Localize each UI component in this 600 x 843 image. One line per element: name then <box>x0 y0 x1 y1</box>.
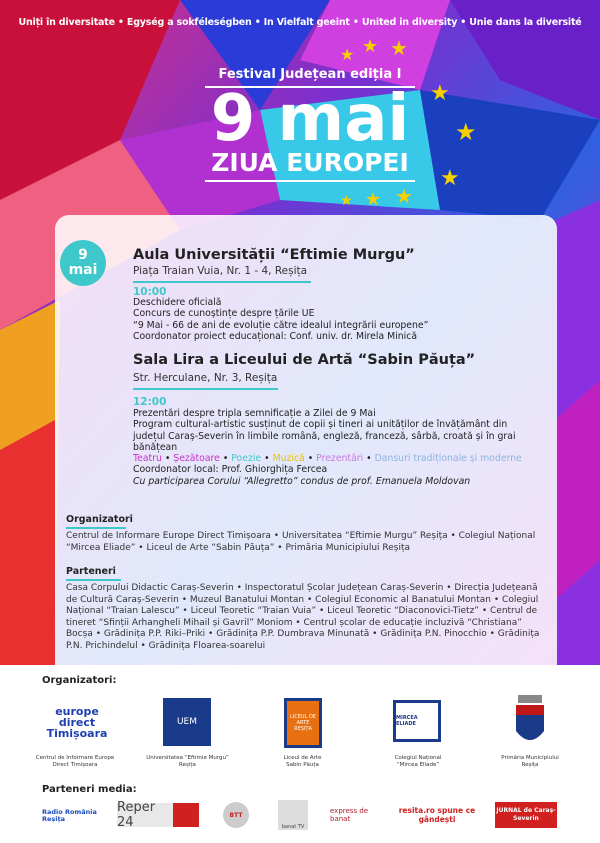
logo-text: UEM <box>176 717 198 727</box>
mircea-eliade-logo <box>393 700 441 742</box>
coat-of-arms-icon <box>514 695 546 749</box>
event1-address: Piața Traian Vuia, Nr. 1 - 4, Reșița <box>133 265 308 277</box>
event2-time: 12:00 <box>133 396 167 408</box>
detail-line: Program cultural-artistic susținut de copii și tineri ai unităților de învățământ din județul Caraș-Severin în limbile română, engleză, franceză, sârbă, croată și în grai bănățean <box>133 419 516 453</box>
organizers-heading: Organizatori <box>66 514 133 525</box>
btt-logo <box>223 802 249 828</box>
svg-text:★: ★ <box>362 36 379 57</box>
activity: Dansuri tradiționale și moderne <box>374 453 522 465</box>
svg-text:★: ★ <box>440 166 460 191</box>
liceul-arte-logo <box>284 698 322 748</box>
reper24-logo <box>117 800 199 830</box>
logo-text: Reper 24 <box>117 800 156 830</box>
logo-text: banat TV <box>281 824 305 830</box>
logo-text: europe direct Timișoara <box>46 705 108 740</box>
resita-ro-logo <box>398 802 476 828</box>
svg-text:★: ★ <box>455 118 477 146</box>
date-badge <box>60 240 106 286</box>
detail-line: Prezentări despre tripla semnificație a Zilei de 9 Mai <box>133 408 376 419</box>
radio-romania-logo <box>42 803 102 829</box>
detail-line: Concurs de cunoștințe despre țările UE <box>133 308 315 320</box>
note: Cu participarea Corului “Allegretto” condus de prof. Emanuela Moldovan <box>133 475 471 487</box>
event2-venue: Sala Lira a Liceului de Artă “Sabin Păuța” <box>133 352 476 368</box>
divider <box>66 579 121 581</box>
logo-caption: Liceul de Arte Sabin Păuța <box>283 755 322 768</box>
svg-text:★: ★ <box>340 193 353 209</box>
media-partners-heading: Parteneri media: <box>42 784 137 795</box>
partners-heading: Parteneri <box>66 566 116 577</box>
logo-text: MIRCEA ELIADE <box>396 715 418 727</box>
logo-text: Radio România Reșița <box>42 808 97 823</box>
uem-logo <box>163 698 211 746</box>
footer-organizers-heading: Organizatori: <box>42 675 117 686</box>
detail-line: Coordonator proiect educațional: Conf. univ. dr. Mirela Minică <box>133 330 418 342</box>
svg-text:★: ★ <box>365 189 382 210</box>
svg-text:★: ★ <box>395 184 413 208</box>
coordinator: Coordonator local: Prof. Ghiorghița Fercea <box>133 464 328 476</box>
svg-text:★: ★ <box>340 45 355 64</box>
activity: Șezătoare <box>173 453 220 465</box>
badge-month: mai <box>68 262 98 278</box>
logo-text: LICEUL DE ARTE REȘIȚA <box>290 714 316 732</box>
logo-caption: Universitatea “Eftimie Murgu” Reșița <box>146 755 229 768</box>
activity: Teatru <box>133 453 162 465</box>
logo-caption: Centrul de Informare Europe Direct Timișoara <box>35 755 115 768</box>
logo-text: JURNAL de Caraș-Severin <box>496 807 556 822</box>
svg-text:★: ★ <box>390 36 408 60</box>
svg-text:★: ★ <box>430 81 450 106</box>
logo-caption: Primăria Municipiului Reșița <box>501 755 559 768</box>
event2-address: Str. Herculane, Nr. 3, Reșița <box>133 372 278 384</box>
event1-venue: Aula Universității “Eftimie Murgu” <box>133 247 415 263</box>
organizers-text: Centrul de Informare Europe Direct Timișoara • Universitatea “Eftimie Murgu” Reșița • Colegiul Național “Mircea Eliade” • Liceul de Arte “Sabin Păuța” • Primăria Municipiului Reșița <box>66 531 536 553</box>
partners-text: Casa Corpului Didactic Caraș-Severin • Inspectoratul Școlar Județean Caraș-Severin • Direcția Județeană de Cultură Caraș-Severin • Muzeul Banatului Montan • Colegiul Economic al Banatului Montan • Colegiul Național “Traian Lalescu” • Liceul Teoretic “Traian Vuia” • Liceul Teoretic “Diaconovici-Tietz” • Centrul de tineret “Sfinții Arhangheli Mihail și Gavril” Moniom • Centrul școlar de educație incluzivă “Christiana” Bocșa • Grădinița P.P. Riki–Priki • Grădinița P.P. Dumbrava Minunată • Grădinița P.N. Pinocchio • Grădinița P.N. Prichindelul • Grădinița Floarea-soarelui <box>66 583 540 651</box>
jurnal-logo <box>495 802 557 828</box>
tagline: Uniți în diversitate • Egység a sokféleségben • In Vielfalt geeint • United in diversity • Unie dans la diversité <box>18 17 582 28</box>
activities: Teatru • Șezătoare • Poezie • Muzică • Prezentări • Dansuri tradiționale și moderne <box>133 453 522 465</box>
festival-edition: Festival Județean ediția I <box>218 67 402 82</box>
detail-line: “9 Mai - 66 de ani de evoluție către idealul integrării europene” <box>133 319 429 331</box>
activity: Muzică <box>272 453 305 465</box>
main-title: 9 mai <box>210 82 410 156</box>
divider <box>205 180 415 182</box>
express-banat-logo <box>330 800 380 830</box>
logo-text: BTT <box>229 811 243 819</box>
activity: Poezie <box>231 453 262 465</box>
badge-day: 9 <box>78 247 88 263</box>
divider <box>133 388 278 390</box>
banat-tv-logo <box>278 800 308 830</box>
subtitle: ZIUA EUROPEI <box>211 148 409 177</box>
activity: Prezentări <box>316 453 364 465</box>
divider <box>66 527 126 529</box>
event1-time: 10:00 <box>133 286 167 298</box>
logo-text: express de banat <box>330 807 369 823</box>
logo-text: resita.ro spune ce gândești <box>398 806 476 824</box>
divider <box>133 281 311 283</box>
europe-direct-logo <box>48 695 106 750</box>
detail-line: Deschidere oficială <box>133 297 222 308</box>
event1-details <box>133 297 493 342</box>
event2-details <box>133 408 533 487</box>
logo-caption: Colegiul Național “Mircea Eliade” <box>394 755 442 768</box>
